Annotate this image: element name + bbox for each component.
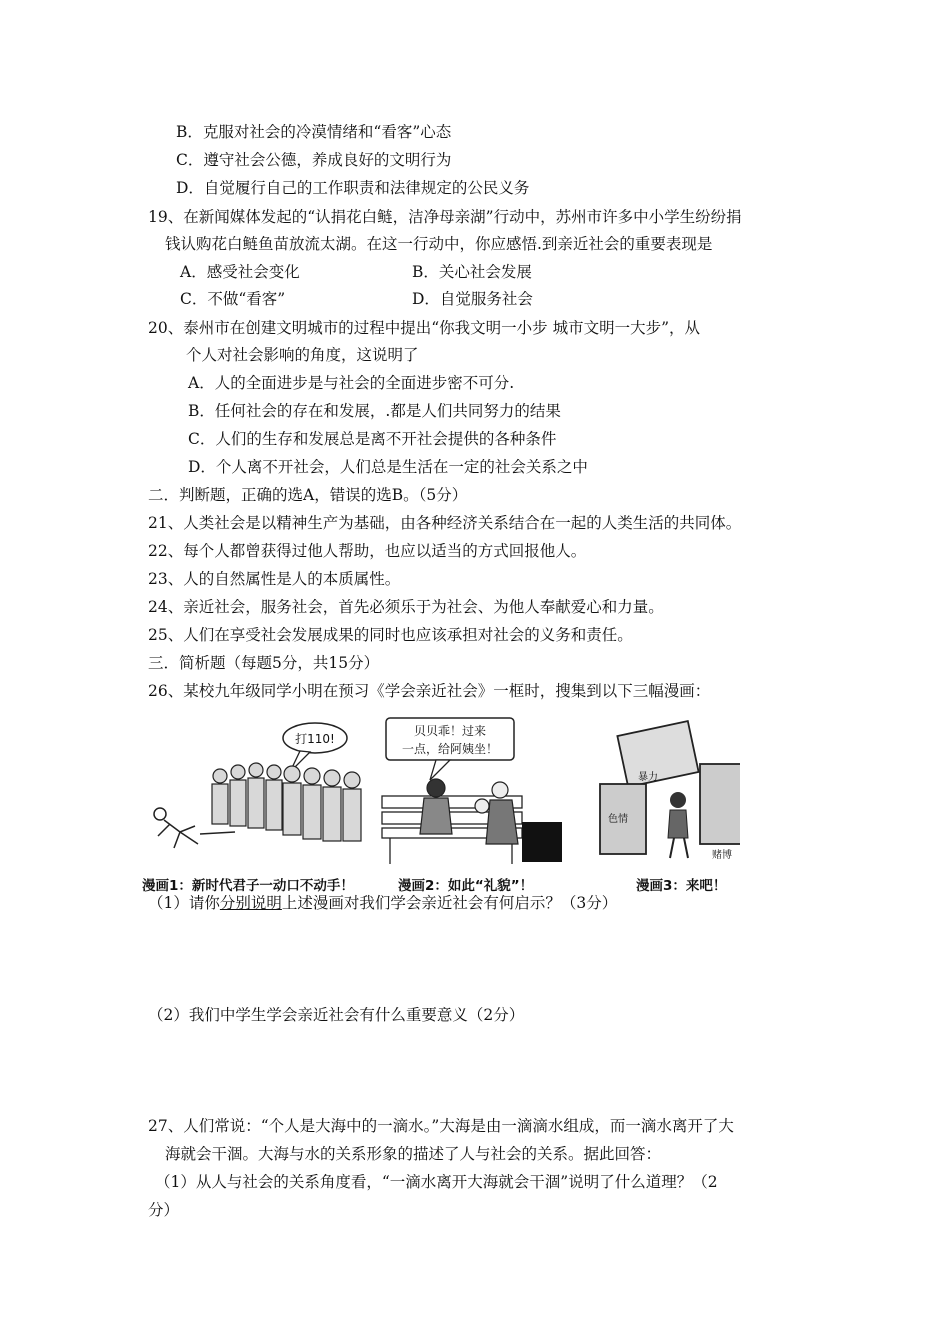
q27-stem-line2: 海就会干涸。大海与水的关系形象的描述了人与社会的关系。据此回答： <box>165 1145 662 1163</box>
cartoon-3-caption: 漫画3：来吧！ <box>636 878 727 894</box>
cartoon-3-label-1: 暴力 <box>638 772 658 783</box>
q26-sub1-underlined: 分别说明 <box>219 894 282 912</box>
cartoon-1-caption: 漫画1：新时代君子一动口不动手！ <box>142 878 354 894</box>
q18-option-b: B．克服对社会的冷漠情绪和“看客”心态 <box>176 123 452 141</box>
q20-option-c: C．人们的生存和发展总是离不开社会提供的各种条件 <box>188 430 557 448</box>
cartoon-2-caption: 漫画2：如此“礼貌”！ <box>398 878 534 894</box>
q21: 21、人类社会是以精神生产为基础，由各种经济关系结合在一起的人类生活的共同体。 <box>148 514 742 532</box>
q26-sub1-post: 上述漫画对我们学会亲近社会有何启示？（3分） <box>281 894 618 912</box>
cartoon-3-label-2: 色情 <box>608 814 628 825</box>
q20-option-b: B．任何社会的存在和发展，.都是人们共同努力的结果 <box>188 402 561 420</box>
cartoon-1-illustration <box>154 723 361 848</box>
q19-option-d: D．自觉服务社会 <box>412 290 533 308</box>
q20-stem-line2: 个人对社会影响的角度，这说明了 <box>186 346 419 364</box>
cartoon-3-label-3: 赌博 <box>712 850 732 861</box>
cartoon-3-illustration <box>600 721 740 861</box>
q27-stem-line1: 27、人们常说：“个人是大海中的一滴水。”大海是由一滴滴水组成，而一滴水离开了大 <box>148 1117 734 1135</box>
cartoon-2-bubble-line1: 贝贝乖！过来 <box>413 724 487 738</box>
q20-option-d: D．个人离不开社会，人们总是生活在一定的社会关系之中 <box>188 458 588 476</box>
q27-sub1-line2: 分） <box>148 1201 180 1219</box>
section3-heading: 三．简析题（每题5分，共15分） <box>148 654 380 672</box>
section2-heading: 二．判断题，正确的选A，错误的选B。（5分） <box>148 486 468 504</box>
q19-option-a: A．感受社会变化 <box>180 263 300 281</box>
q27-sub1-line1: （1）从人与社会的关系角度看，“一滴水离开大海就会干涸”说明了什么道理？（2 <box>155 1173 718 1191</box>
q23: 23、人的自然属性是人的本质属性。 <box>148 570 401 588</box>
q19-option-c: C．不做“看客” <box>180 290 286 308</box>
q22: 22、每个人都曾获得过他人帮助，也应以适当的方式回报他人。 <box>148 542 587 560</box>
q19-stem-line2: 钱认购花白鲢鱼苗放流太湖。在这一行动中，你应感悟.到亲近社会的重要表现是 <box>165 235 713 253</box>
cartoon-1-bubble: 打110! <box>295 732 335 746</box>
cartoon-illustrations <box>140 714 740 874</box>
q20-option-a: A．人的全面进步是与社会的全面进步密不可分. <box>188 374 515 392</box>
q25: 25、人们在享受社会发展成果的同时也应该承担对社会的义务和责任。 <box>148 626 633 644</box>
q26-stem: 26、某校九年级同学小明在预习《学会亲近社会》一框时，搜集到以下三幅漫画： <box>148 682 711 700</box>
q18-option-c: C．遵守社会公德，养成良好的文明行为 <box>176 151 452 169</box>
q19-stem-line1: 19、在新闻媒体发起的“认捐花白鲢，洁净母亲湖”行动中，苏州市许多中小学生纷纷捐 <box>148 208 742 226</box>
q26-sub1-pre: （1）请你 <box>148 894 220 912</box>
q26-sub1 <box>148 893 617 913</box>
q18-option-d: D．自觉履行自己的工作职责和法律规定的公民义务 <box>176 179 530 197</box>
cartoon-2-illustration <box>382 718 562 864</box>
q20-stem-line1: 20、泰州市在创建文明城市的过程中提出“你我文明一小步 城市文明一大步”，从 <box>148 319 701 337</box>
q19-option-b: B．关心社会发展 <box>412 263 532 281</box>
cartoon-strip <box>140 714 740 894</box>
q26-sub2: （2）我们中学生学会亲近社会有什么重要意义（2分） <box>148 1006 525 1024</box>
cartoon-2-bubble-line2: 一点，给阿姨坐！ <box>401 742 499 756</box>
q24: 24、亲近社会，服务社会，首先必须乐于为社会、为他人奉献爱心和力量。 <box>148 598 664 616</box>
